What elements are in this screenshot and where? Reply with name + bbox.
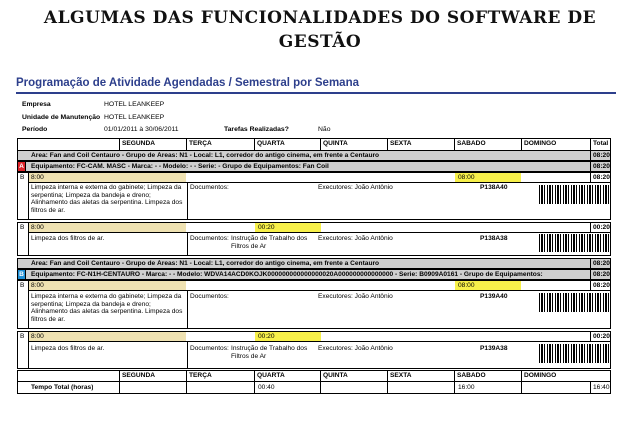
barcode	[539, 185, 609, 204]
grid-line	[320, 138, 321, 150]
grid-line	[28, 290, 611, 291]
page-headline	[0, 6, 640, 54]
area-text: Área: Fan and Coil Centauro - Grupo de Áreas: N1 - Local: L1, corredor do antigo cinema, em frente a Centauro	[31, 152, 380, 159]
task-saturday-value: 08:00	[458, 174, 475, 181]
grid-line	[186, 138, 187, 150]
grid-line	[28, 232, 611, 233]
equipment-text: Equipamento: FC-N1H-CENTAURO - Marca: - - Modelo: WDVA14ACD0KOJK000000000000000020A000000000000000 - Serie: B0909A0161 - Grupo de Equipamentos:	[31, 271, 543, 278]
day-header-tuesday: TERÇA	[189, 140, 212, 147]
grid-line	[590, 269, 591, 280]
grid-line	[320, 370, 321, 394]
documents-label: Documentos:	[190, 293, 229, 300]
footer-day-monday: SEGUNDA	[122, 372, 155, 379]
grid-line	[590, 222, 591, 232]
footer-day-wednesday: QUARTA	[257, 372, 285, 379]
grid-line	[590, 138, 591, 150]
task-monday-value: 8:00	[31, 282, 44, 289]
grid-line	[17, 393, 611, 394]
footer-day-saturday: SÁBADO	[457, 372, 486, 379]
executors: Executores: João Antônio	[318, 184, 393, 191]
grid-line	[186, 370, 187, 394]
day-header-friday: SEXTA	[390, 140, 412, 147]
documents-value: Instrução de Trabalho dos Filtros de Ar	[231, 235, 308, 250]
day-header-saturday: SÁBADO	[457, 140, 486, 147]
equipment-total: 08:20	[593, 271, 610, 278]
grid-line	[17, 368, 611, 369]
documents-label: Documentos:	[190, 235, 229, 242]
task-total: 00:20	[593, 224, 610, 231]
grid-line	[119, 138, 120, 150]
equipment-text: Equipamento: FC-CAM. MASC - Marca: - - Modelo: - - Serie: - Grupo de Equipamentos: Fan Coil	[31, 163, 329, 170]
executors: Executores: João Antônio	[318, 235, 393, 242]
tarefas-value: Não	[318, 126, 331, 133]
grid-line	[28, 182, 29, 219]
grid-line	[17, 138, 18, 150]
grid-line	[17, 269, 18, 328]
unidade-label: Unidade de Manutenção	[22, 114, 101, 121]
empresa-label: Empresa	[22, 101, 51, 108]
day-header-monday: SEGUNDA	[122, 140, 155, 147]
area-total: 08:20	[593, 260, 610, 267]
task-saturday-value: 08:00	[458, 282, 475, 289]
schedule-sheet	[17, 138, 611, 394]
grid-line	[610, 161, 611, 219]
grid-line	[610, 138, 611, 150]
task-monday-value: 8:00	[31, 333, 44, 340]
grid-line	[17, 328, 611, 329]
empresa-value: HOTEL LEANKEEP	[104, 101, 165, 108]
grid-line	[17, 219, 611, 220]
grid-line	[187, 290, 188, 328]
headline-line-2: GESTÃO	[278, 32, 362, 52]
documents-label: Documentos:	[190, 345, 229, 352]
grid-line	[387, 138, 388, 150]
grid-line	[521, 138, 522, 150]
grid-line	[254, 370, 255, 394]
grid-line	[590, 258, 591, 269]
grid-line	[590, 280, 591, 290]
task-description: Limpeza dos filtros de ar.	[31, 345, 105, 352]
grid-line	[28, 182, 611, 183]
footer-wednesday-total: 00:40	[258, 384, 275, 391]
day-header-sunday: DOMINGO	[524, 140, 557, 147]
day-header-total: Total	[593, 140, 609, 147]
documents-value: Instrução de Trabalho dos Filtros de Ar	[231, 345, 308, 360]
marker-a-swatch: A	[19, 163, 24, 170]
title-divider	[16, 92, 616, 94]
barcode	[539, 293, 609, 312]
headline-line-1: ALGUMAS DAS FUNCIONALIDADES DO SOFTWARE DE	[43, 8, 597, 28]
monday-bar	[29, 223, 186, 232]
footer-day-sunday: DOMINGO	[524, 372, 557, 379]
tarefas-label: Tarefas Realizadas?	[224, 126, 289, 133]
task-code: P139A38	[480, 345, 508, 352]
grid-line	[610, 370, 611, 394]
grid-line	[17, 255, 611, 256]
periodo-label: Período	[22, 126, 48, 133]
grid-line	[590, 161, 591, 172]
task-total: 00:20	[593, 333, 610, 340]
documents-label: Documentos:	[190, 184, 229, 191]
barcode	[539, 234, 609, 252]
barcode	[539, 344, 609, 363]
footer-grand-total: 16:40	[593, 384, 610, 391]
grid-line	[28, 341, 611, 342]
task-letter: B	[20, 224, 25, 231]
task-monday-value: 8:00	[31, 224, 44, 231]
grid-line	[387, 370, 388, 394]
footer-day-tuesday: TERÇA	[189, 372, 212, 379]
grid-line	[590, 172, 591, 182]
task-code: P139A40	[480, 293, 508, 300]
task-letter: B	[20, 333, 25, 340]
task-code: P138A38	[480, 235, 508, 242]
grid-line	[119, 370, 120, 394]
footer-label: Tempo Total (horas)	[31, 384, 94, 391]
grid-line	[590, 150, 591, 161]
monday-bar	[29, 281, 186, 290]
grid-line	[610, 269, 611, 328]
executors: Executores: João Antônio	[318, 293, 393, 300]
grid-line	[590, 331, 591, 341]
day-header-wednesday: QUARTA	[257, 140, 285, 147]
grid-line	[17, 331, 18, 368]
task-code: P138A40	[480, 184, 508, 191]
periodo-value: 01/01/2011 à 30/06/2011	[104, 126, 179, 133]
area-text: Área: Fan and Coil Centauro - Grupo de Áreas: N1 - Local: L1, corredor do antigo cinema, em frente a Centauro	[31, 260, 380, 267]
task-wednesday-value: 00:20	[258, 333, 275, 340]
report-title: Programação de Atividade Agendadas / Semestral por Semana	[16, 77, 359, 89]
day-header-thursday: QUINTA	[323, 140, 348, 147]
task-total: 08:20	[593, 282, 610, 289]
footer-saturday-total: 16:00	[458, 384, 475, 391]
task-description: Limpeza dos filtros de ar.	[31, 235, 105, 242]
footer-day-friday: SEXTA	[390, 372, 412, 379]
grid-line	[610, 222, 611, 255]
equipment-total: 08:20	[593, 163, 610, 170]
task-wednesday-value: 00:20	[258, 224, 275, 231]
grid-line	[454, 370, 455, 394]
grid-line	[187, 232, 188, 255]
task-total: 08:20	[593, 174, 610, 181]
grid-line	[187, 341, 188, 368]
task-monday-value: 8:00	[31, 174, 44, 181]
grid-line	[17, 222, 18, 255]
monday-bar	[29, 332, 186, 341]
task-description: Limpeza interna e externa do gabinete; Limpeza da serpentina; Limpeza da bandeja e dreno; Alinhamento das aletas da serpentina. Limpeza dos filtros de ar.	[31, 184, 183, 214]
grid-line	[17, 370, 18, 394]
grid-line	[254, 138, 255, 150]
grid-line	[28, 290, 29, 328]
grid-line	[187, 182, 188, 219]
unidade-value: HOTEL LEANKEEP	[104, 114, 165, 121]
task-letter: B	[20, 282, 25, 289]
grid-line	[454, 138, 455, 150]
task-letter: B	[20, 174, 25, 181]
executors: Executores: João Antônio	[318, 345, 393, 352]
grid-line	[521, 370, 522, 394]
grid-line	[610, 331, 611, 368]
marker-b-swatch: B	[19, 271, 24, 278]
monday-bar	[29, 173, 186, 182]
grid-line	[17, 161, 18, 219]
footer-day-thursday: QUINTA	[323, 372, 348, 379]
area-total: 08:20	[593, 152, 610, 159]
task-description: Limpeza interna e externa do gabinete; Limpeza da serpentina; Limpeza da bandeja e dreno; Alinhamento das aletas da serpentina. Limpeza dos filtros de ar.	[31, 293, 183, 323]
